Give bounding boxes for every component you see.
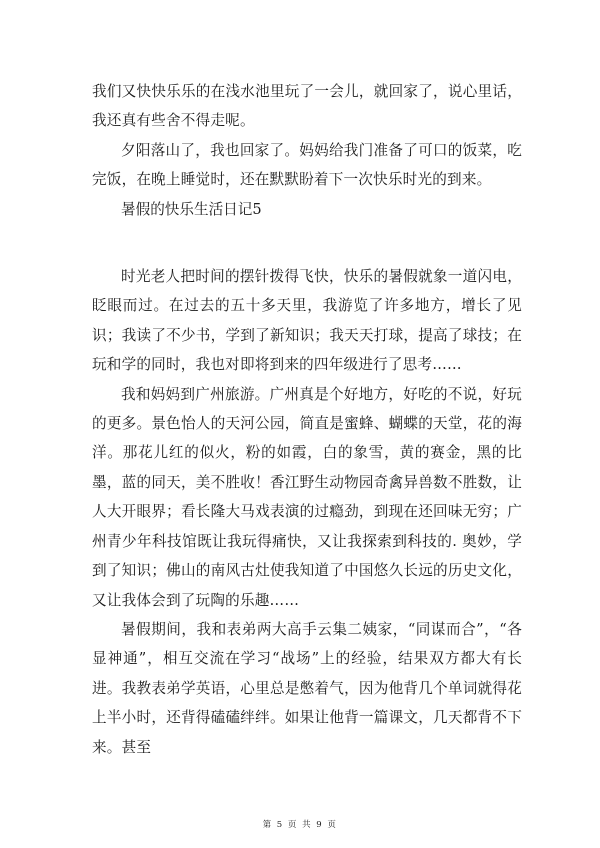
paragraph: 我们又快快乐乐的在浅水池里玩了一会儿，就回家了，说心里话，我还真有些舍不得走呢。: [92, 83, 522, 130]
paragraph: 暑假期间，我和表弟两大高手云集二姨家，“同谋而合”，“各显神通”，相互交流在学习“战场”上的经验，结果双方都大有长进。我教表弟学英语，心里总是憋着气，因为他背几个单词就得花上半小时，还背得磕磕绊绊。如果让他背一篇课文，几天都背不下来。甚至: [92, 620, 522, 756]
section-spacer: [92, 224, 522, 262]
paragraph: 夕阳落山了，我也回家了。妈妈给我门准备了可口的饭菜，吃完饭，在晚上睡觉时，还在默默盼着下一次快乐时光的到来。: [92, 141, 522, 189]
page-number-footer: 第 5 页 共 9 页: [262, 820, 338, 830]
paragraph: 我和妈妈到广州旅游。广州真是个好地方，好吃的不说，好玩的更多。景色怡人的天河公园，简直是蜜蜂、蝴蝶的天堂，花的海洋。那花儿红的似火，粉的如霞，白的象雪，黄的赛金，黑的比墨，蓝的同天，美不胜收！香江野生动物园奇禽异兽数不胜数，让人大开眼界；看长隆大马戏表演的过瘾劲，到现在还回味无穷；广州青少年科技馆既让我玩得痛快，又让我探索到科技的. 奥妙，学到了知识；佛山的南风古灶使我知道了中国悠久长远的历史文化，又让我体会到了玩陶的乐趣……: [92, 385, 522, 609]
section-heading: 暑假的快乐生活日记5: [121, 200, 262, 218]
document-body: [92, 77, 522, 762]
paragraph: 时光老人把时间的摆针拨得飞快，快乐的暑假就象一道闪电，眨眼而过。在过去的五十多天里，我游览了许多地方，增长了见识；我读了不少书，学到了新知识；我天天打球，提高了球技；在玩和学的同时，我也对即将到来的四年级进行了思考……: [92, 268, 522, 374]
